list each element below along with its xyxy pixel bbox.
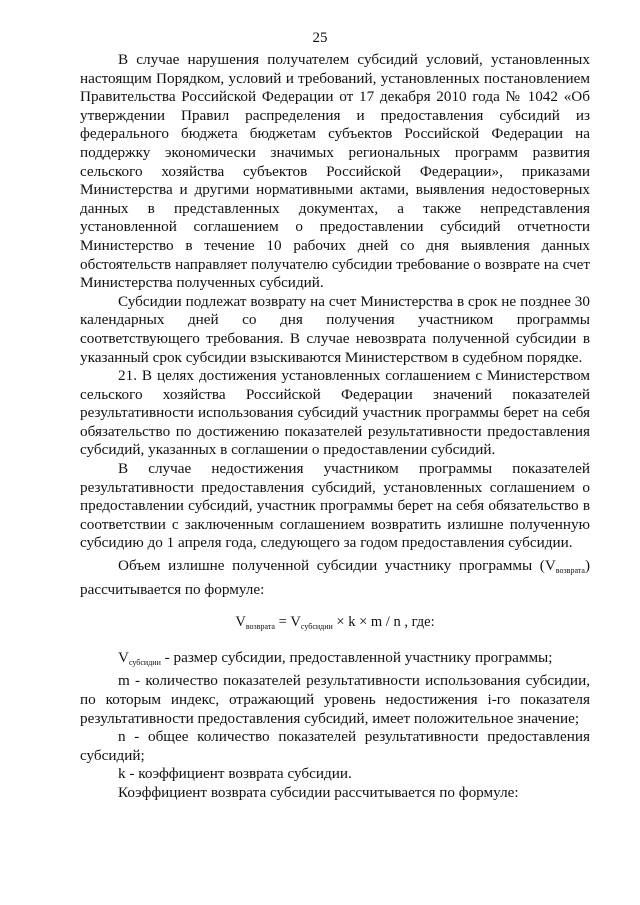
definition-n: n - общее количество показателей результативности предоставления субсидий; (80, 728, 590, 764)
page-number: 25 (312, 30, 328, 46)
definition-k: k - коэффициент возврата субсидии. (118, 765, 352, 783)
formula-volume: $V_{возврата} = V_{субсидии} \times k \times m / n$ , где: (235, 614, 435, 632)
paragraph-21: 21. В целях достижения установленных соглашением с Министерством сельского хозяйства Российской Федерации значений показателей результативности использования субсидий участник программы берет на себя обязательство по достижению показателей результативности предоставления субсидий, указанных в соглашении о предоставлении субсидий. (80, 367, 590, 459)
paragraph-non-achievement: В случае недостижения участником программы показателей результативности предоставления субсидий, установленных соглашением о предоставлении субсидий, участник программы берет на себя обязательство в соответствии с заключенным соглашением возвратить излишне полученную субсидию до 1 апреля года, следующего за годом предоставления субсидии. (80, 460, 590, 552)
paragraph-violation: В случае нарушения получателем субсидий условий, установленных настоящим Порядком, условий и требований, установленных постановлением Правительства Российской Федерации от 17 декабря 2010 года № 1042 «Об утверждении Правил распределения и предоставления субсидий из федерального бюджета бюджетам субъектов Российской Федерации на поддержку экономически значимых региональных программ развития сельского хозяйства субъектов Российской Федерации», приказами Министерства и другими нормативными актами, выявления недостоверных данных в представленных документах, а также непредставления установленной соглашением о предоставлении субсидий отчетности Министерство в течение 10 рабочих дней со дня выявления данных обстоятельств направляет получателю субсидии требование о возврате на счет Министерства полученных субсидий. (80, 51, 590, 292)
document-body (80, 51, 590, 803)
definition-m: m - количество показателей результативности использования субсидии, по которым индекс, отражающий уровень недостижения i-го показателя результативности предоставления субсидий, имеет положительное значение; (80, 672, 590, 727)
paragraph-volume-intro: Объем излишне полученной субсидии участнику программы $(V_{возврата})$ рассчитывается по формуле: (80, 557, 590, 598)
paragraph-return-term: Субсидии подлежат возврату на счет Министерства в срок не позднее 30 календарных дней со дня получения участником программы соответствующего требования. В случае невозврата полученной субсидии в указанный срок субсидии взыскиваются Министерством в судебном порядке. (80, 292, 590, 366)
paragraph-coefficient: Коэффициент возврата субсидии рассчитывается по формуле: (118, 783, 519, 801)
definition-v-subsidy: $V_{субсидии}$ - размер субсидии, предоставленной участнику программы; (118, 648, 553, 667)
